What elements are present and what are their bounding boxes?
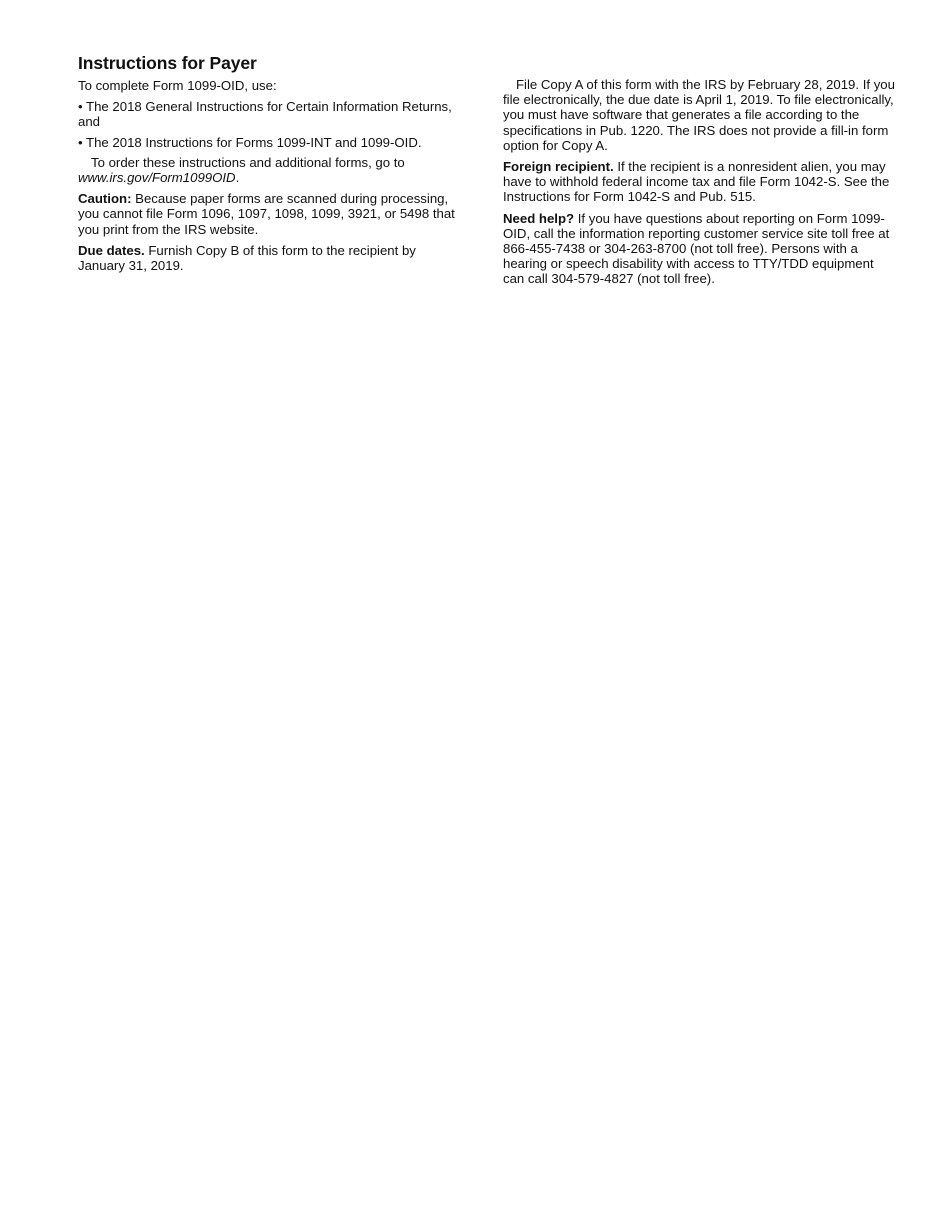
need-help-text: If you have questions about reporting on Form 1099-OID, call the information reporting customer service site toll free at 866-455-7438 or 304-263-8700 (not toll free). Persons with a hearing or speech disability with access to TTY/TDD equipment can call 304-579-4827 (not toll free). (503, 210, 890, 287)
caution-label: Caution: (78, 191, 132, 207)
need-help-label: Need help? (503, 210, 575, 226)
due-dates-paragraph (78, 243, 458, 273)
order-paragraph (78, 155, 458, 185)
order-url-link[interactable]: www.irs.gov/Form1099OID (78, 170, 236, 186)
need-help-paragraph (503, 211, 898, 287)
caution-paragraph (78, 191, 458, 237)
caution-text: Because paper forms are scanned during processing, you cannot file Form 1096, 1097, 1098, 1099, 3921, or 5498 that you print from the IRS website. (78, 191, 455, 237)
order-end: . (235, 170, 240, 186)
foreign-recipient-text: If the recipient is a nonresident alien, you may have to withhold federal income tax and file Form 1042-S. See the Instructions for Form 1042-S and Pub. 515. (503, 159, 890, 205)
intro-text: To complete Form 1099-OID, use: (78, 78, 277, 93)
left-column (78, 53, 458, 279)
bullet-item-general-instructions: • The 2018 General Instructions for Certain Information Returns, and (78, 99, 452, 130)
file-copy-paragraph: File Copy A of this form with the IRS by February 28, 2019. If you file electronically, the due date is April 1, 2019. To file electronically, you must have software that generates a file according to the specifications in Pub. 1220. The IRS does not provide a fill-in form option for Copy A. (503, 77, 895, 153)
foreign-recipient-paragraph (503, 159, 898, 205)
right-column (503, 77, 898, 293)
order-text: To order these instructions and additional forms, go to (91, 154, 405, 170)
foreign-recipient-label: Foreign recipient. (503, 159, 614, 175)
due-dates-label: Due dates. (78, 242, 145, 258)
due-dates-text: Furnish Copy B of this form to the recipient by January 31, 2019. (78, 242, 416, 274)
bullet-item-form-instructions: • The 2018 Instructions for Forms 1099-INT and 1099-OID. (78, 134, 422, 150)
page-heading: Instructions for Payer (78, 53, 257, 73)
